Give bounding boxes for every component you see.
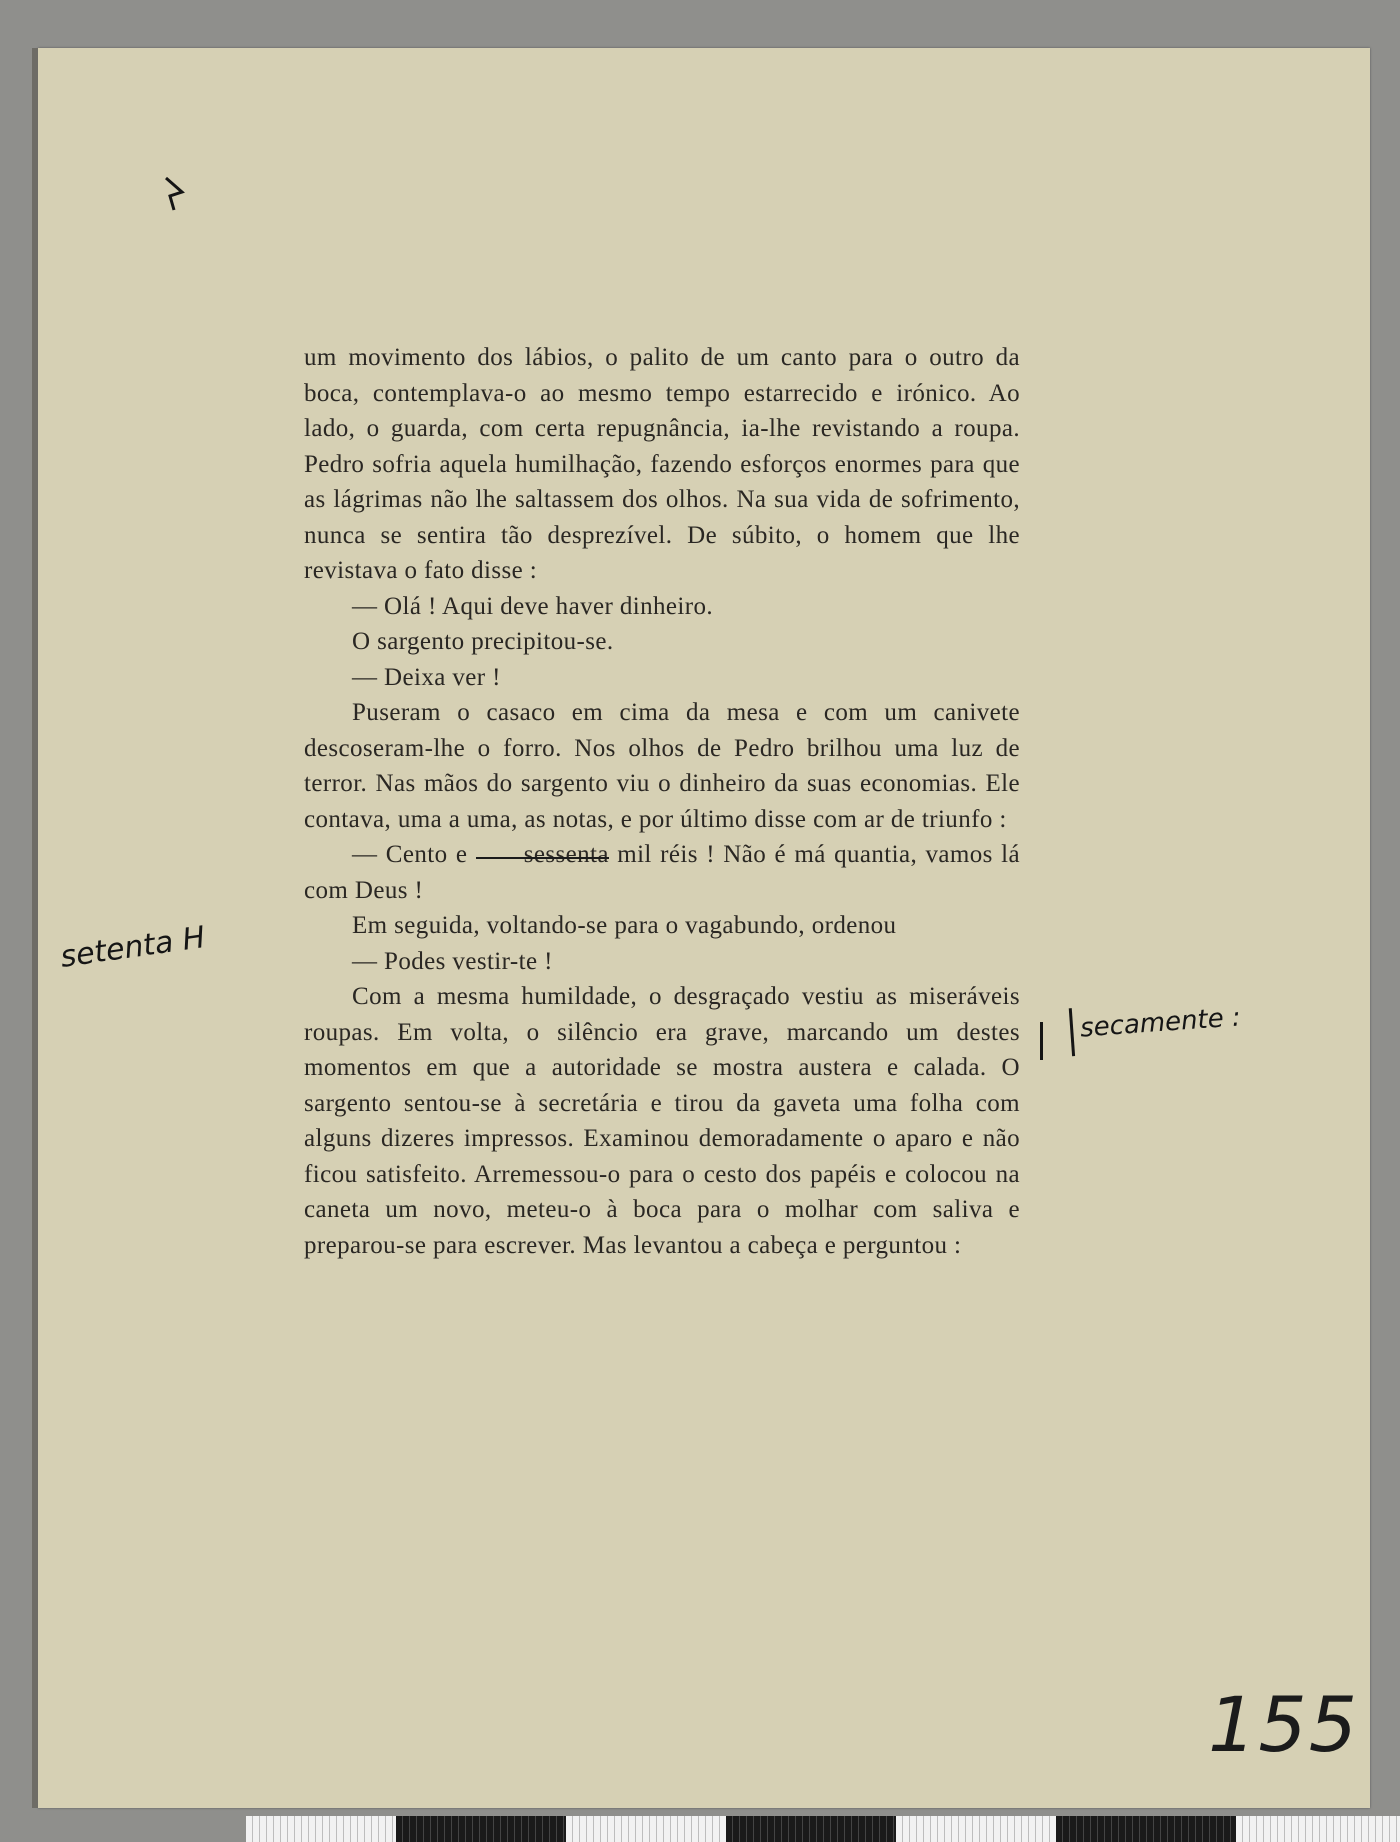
paragraph: um movimento dos lábios, o palito de um canto para o outro da boca, contemplava-o ao mesmo tempo estarrecido e irónico. Ao lado, o guarda, com certa repugnância, ia-lhe revistando a roupa. Pedro sofria aquela humilhação, fazendo esforços enormes para que as lágrimas não lhe saltassem dos olhos. Na sua vida de sofrimento, nunca se sentira tão desprezível. De súbito, o homem que lhe revistava o fato disse : bbox=[304, 344, 1020, 584]
struck-word: sessenta bbox=[476, 837, 609, 873]
paragraph: Puseram o casaco em cima da mesa e com um canivete descoseram-lhe o forro. Nos olhos de Pedro brilhou uma luz de terror. Nas mãos do sargento viu o dinheiro da suas economias. Ele contava, uma a uma, as notas, e por último disse com ar de triunfo : bbox=[304, 699, 1020, 833]
scale-ruler bbox=[246, 1816, 1400, 1842]
text-before-correction: — Cento e bbox=[352, 841, 476, 868]
text-after-correction: mil réis ! Não é má quantia, vamos lá com Deus ! bbox=[304, 841, 1020, 904]
paragraph: Em seguida, voltando-se para o vagabundo, ordenou bbox=[352, 912, 897, 939]
paragraph: Com a mesma humildade, o desgraçado vestiu as miseráveis roupas. Em volta, o silêncio era grave, marcando um destes momentos em que a autoridade se mostra austera e calada. O sargento sentou-se à secretária e tirou da gaveta uma folha com alguns dizeres impressos. Examinou demoradamente o aparo e não ficou satisfeito. Arremessou-o para o cesto dos papéis e colocou na caneta um novo, meteu-o à boca para o molhar com saliva e preparou-se para escrever. Mas levantou a cabeça e perguntou : bbox=[304, 983, 1020, 1259]
margin-note-right: secamente : bbox=[1079, 1002, 1242, 1044]
paragraph: O sargento precipitou-se. bbox=[352, 628, 614, 655]
margin-note-left: setenta H bbox=[58, 920, 208, 975]
paragraph: — Olá ! Aqui deve haver dinheiro. bbox=[352, 592, 714, 620]
insertion-mark bbox=[1040, 1022, 1043, 1060]
paragraph: — Deixa ver ! bbox=[352, 663, 501, 691]
page-number: 155 bbox=[1208, 1680, 1360, 1769]
paragraph-with-correction bbox=[304, 837, 1020, 908]
paragraph: — Podes vestir-te ! bbox=[352, 947, 553, 975]
arrow-mark-icon bbox=[156, 174, 196, 214]
body-text bbox=[304, 340, 1020, 1263]
